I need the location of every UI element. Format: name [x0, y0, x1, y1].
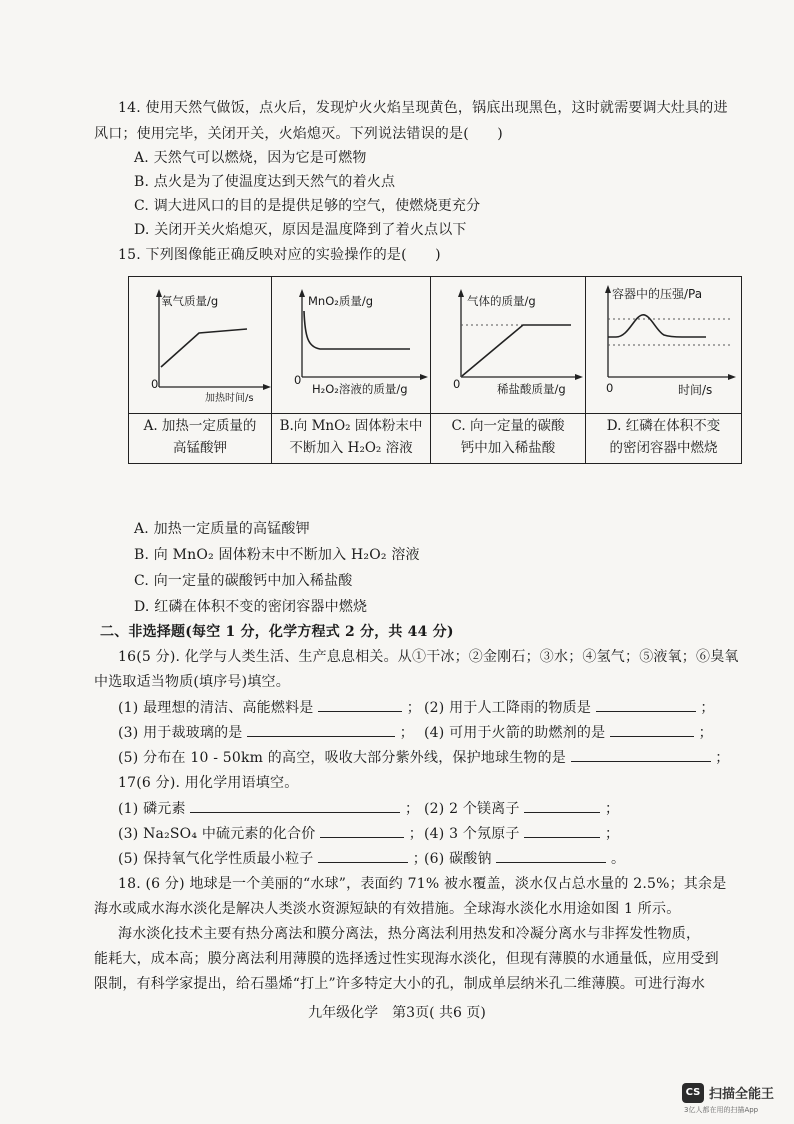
q17-item-1: (1) 磷元素 ；	[118, 801, 420, 817]
q17-stem: 17(6 分). 用化学用语填空。	[118, 775, 299, 791]
q17-item-3: (3) Na₂SO₄ 中硫元素的化合价 ；	[118, 826, 423, 842]
graph-c-caption-line2: 钙中加入稀盐酸	[460, 440, 556, 456]
q17-item-2-text: (2) 2 个镁离子	[424, 801, 520, 817]
graph-b-ylabel: MnO₂质量/g	[308, 294, 374, 308]
graph-a-ylabel: 氧气质量/g	[161, 294, 219, 308]
graph-b-origin: 0	[294, 373, 302, 387]
graph-d-xlabel: 时间/s	[678, 383, 713, 397]
camscanner-logo-icon: CS	[682, 1083, 704, 1103]
q16-item-5-text: (5) 分布在 10 - 50km 的高空，吸收大部分紫外线，保护地球生物的是	[118, 750, 566, 766]
q17-item-6-text: (6) 碳酸钠	[424, 851, 492, 867]
q15-option-a: A. 加热一定质量的高锰酸钾	[134, 521, 310, 537]
q18-line-2: 海水或咸水海水淡化是解决人类淡水资源短缺的有效措施。全球海水淡化水用途如图 1 所示。	[94, 901, 681, 917]
q17-item-3-text: (3) Na₂SO₄ 中硫元素的化合价	[118, 826, 316, 842]
graph-b	[272, 277, 431, 463]
graph-c	[431, 277, 586, 463]
graph-b-caption	[272, 415, 430, 463]
q16-item-1: (1) 最理想的清洁、高能燃料是 ；	[118, 700, 421, 716]
q17-answer-3[interactable]	[320, 825, 404, 838]
q17-item-6: (6) 碳酸钠 。	[424, 851, 626, 867]
graph-d-ylabel: 容器中的压强/Pa	[612, 287, 703, 301]
graph-a	[129, 277, 272, 463]
q15-option-b: B. 向 MnO₂ 固体粉末中不断加入 H₂O₂ 溶液	[134, 547, 420, 563]
q17-item-1-text: (1) 磷元素	[118, 801, 186, 817]
graph-a-caption-line1: A. 加热一定质量的	[143, 418, 257, 434]
q18-line-4: 能耗大，成本高；膜分离法利用薄膜的选择透过性实现海水淡化，但现有薄膜的水通量低，应用受到	[94, 951, 719, 967]
graph-a-origin: 0	[151, 377, 159, 391]
section-2-heading: 二、非选择题(每空 1 分，化学方程式 2 分，共 44 分)	[100, 624, 454, 640]
q16-answer-4[interactable]	[610, 724, 694, 737]
q17-item-5-text: (5) 保持氧气化学性质最小粒子	[118, 851, 314, 867]
page-footer: 九年级化学 第3页( 共6 页)	[308, 1005, 486, 1021]
graph-c-ylabel: 气体的质量/g	[467, 294, 536, 308]
graph-a-caption	[129, 415, 271, 463]
q17-answer-6[interactable]	[496, 850, 606, 863]
q17-answer-1[interactable]	[190, 800, 400, 813]
camscanner-name: 扫描全能王	[709, 1087, 775, 1102]
graph-c-curve	[462, 325, 571, 376]
graph-c-origin: 0	[453, 377, 461, 391]
q18-line-5: 限制，有科学家提出，给石墨烯“打上”许多特定大小的孔，制成单层纳米孔二维薄膜。可进行海水	[94, 976, 706, 992]
graph-d-caption	[586, 415, 741, 463]
q15-graph-table	[128, 276, 742, 464]
q16-answer-3[interactable]	[247, 724, 395, 737]
q16-item-2-text: (2) 用于人工降雨的物质是	[424, 700, 592, 716]
graph-d-caption-line2: 的密闭容器中燃烧	[609, 440, 718, 456]
q15-stem: 15. 下列图像能正确反映对应的实验操作的是( )	[118, 247, 441, 263]
graph-b-xlabel: H₂O₂溶液的质量/g	[312, 382, 408, 396]
q17-answer-4[interactable]	[524, 825, 600, 838]
q17-answer-2[interactable]	[524, 800, 600, 813]
graph-d	[586, 277, 741, 463]
q17-item-2: (2) 2 个镁离子 ；	[424, 801, 620, 817]
q17-item-4: (4) 3 个氖原子 ；	[424, 826, 620, 842]
q14-option-d: D. 关闭开关火焰熄灭，原因是温度降到了着火点以下	[134, 222, 467, 238]
q15-option-c: C. 向一定量的碳酸钙中加入稀盐酸	[134, 573, 353, 589]
q15-option-d: D. 红磷在体积不变的密闭容器中燃烧	[134, 599, 368, 615]
q16-answer-1[interactable]	[318, 699, 402, 712]
graph-c-xlabel: 稀盐酸质量/g	[497, 382, 566, 396]
q17-item-5: (5) 保持氧气化学性质最小粒子 ；	[118, 851, 427, 867]
q16-item-4: (4) 可用于火箭的助燃剂的是 ；	[424, 725, 713, 741]
q14-option-a: A. 天然气可以燃烧，因为它是可燃物	[134, 150, 367, 166]
q16-answer-5[interactable]	[571, 749, 711, 762]
graph-a-caption-line2: 高锰酸钾	[173, 440, 227, 456]
q16-answer-2[interactable]	[596, 699, 696, 712]
q16-stem-line1: 16(5 分). 化学与人类生活、生产息息相关。从①干冰；②金刚石；③水；④氢气；⑤液氧；⑥臭氧	[118, 649, 739, 665]
graph-c-caption-line1: C. 向一定量的碳酸	[451, 418, 565, 434]
graph-b-caption-line2: 不断加入 H₂O₂ 溶液	[289, 440, 413, 456]
q16-item-5: (5) 分布在 10 - 50km 的高空，吸收大部分紫外线，保护地球生物的是 ；	[118, 750, 730, 766]
q16-item-3-text: (3) 用于裁玻璃的是	[118, 725, 243, 741]
graph-b-curve	[304, 311, 410, 349]
graph-b-caption-line1: B.向 MnO₂ 固体粉末中	[279, 418, 423, 434]
camscanner-tagline: 3亿人都在用的扫描App	[684, 1106, 759, 1114]
q16-item-2: (2) 用于人工降雨的物质是 ；	[424, 700, 715, 716]
q14-option-c: C. 调大进风口的目的是提供足够的空气，使燃烧更充分	[134, 198, 481, 214]
graph-a-curve	[161, 329, 247, 367]
q14-stem-line2: 风口；使用完毕，关闭开关，火焰熄灭。下列说法错误的是( )	[94, 126, 503, 142]
q16-stem-line2: 中选取适当物质(填序号)填空。	[94, 674, 290, 690]
graph-c-caption	[431, 415, 585, 463]
q14-stem-line1: 14. 使用天然气做饭，点火后，发现炉火火焰呈现黄色，锅底出现黑色，这时就需要调大灶具的进	[118, 100, 728, 116]
q16-item-4-text: (4) 可用于火箭的助燃剂的是	[424, 725, 606, 741]
q16-item-1-text: (1) 最理想的清洁、高能燃料是	[118, 700, 314, 716]
q18-line-3: 海水淡化技术主要有热分离法和膜分离法，热分离法利用热发和冷凝分离水与非挥发性物质，	[118, 926, 701, 942]
graph-d-caption-line1: D. 红磷在体积不变	[606, 418, 721, 434]
graph-a-xlabel: 加热时间/s	[205, 393, 254, 404]
q17-item-4-text: (4) 3 个氖原子	[424, 826, 520, 842]
q17-answer-5[interactable]	[318, 850, 408, 863]
graph-d-curve	[608, 315, 706, 337]
q16-item-3: (3) 用于裁玻璃的是 ；	[118, 725, 414, 741]
q14-option-b: B. 点火是为了使温度达到天然气的着火点	[134, 174, 396, 190]
graph-d-origin: 0	[606, 381, 614, 395]
q18-line-1: 18. (6 分) 地球是一个美丽的“水球”，表面约 71% 被水覆盖，淡水仅占总水量的 2.5%；其余是	[118, 876, 727, 892]
